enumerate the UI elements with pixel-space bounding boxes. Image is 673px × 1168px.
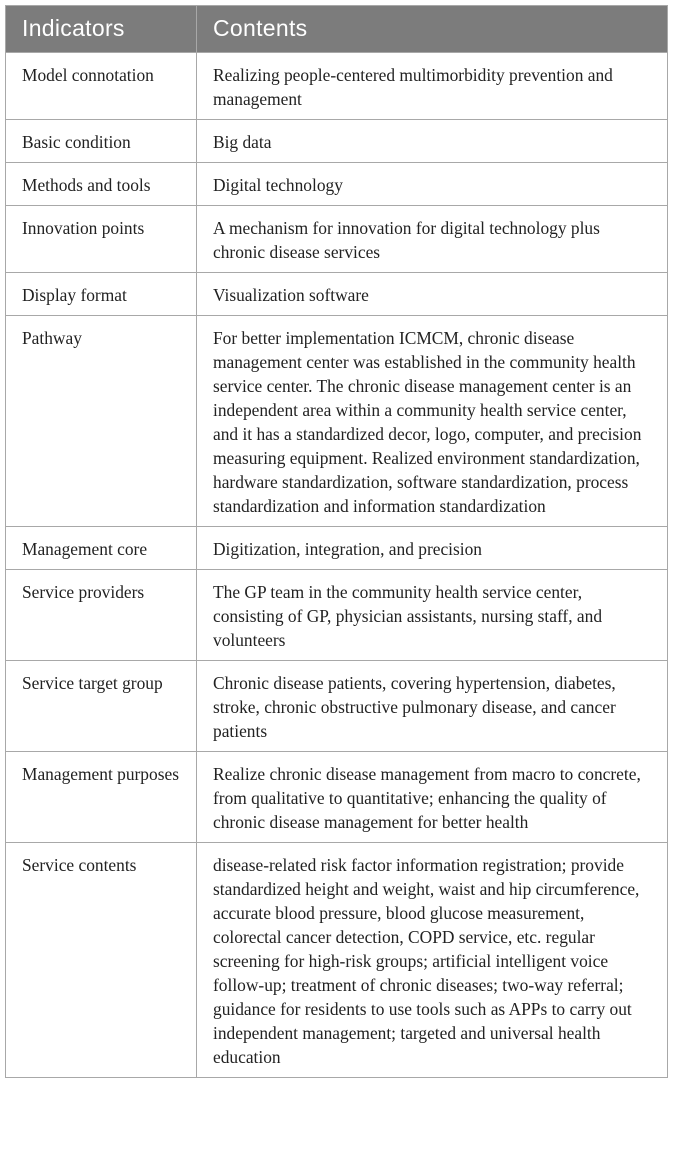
table-row <box>6 120 668 163</box>
row-indicator: Management core <box>6 527 197 570</box>
indicators-table <box>5 5 668 1078</box>
header-indicators: Indicators <box>6 6 197 53</box>
table-row <box>6 53 668 120</box>
row-content: Chronic disease patients, covering hypertension, diabetes, stroke, chronic obstructive pulmonary disease, and cancer patients <box>197 661 668 752</box>
table-row <box>6 273 668 316</box>
row-content: For better implementation ICMCM, chronic disease management center was established in the community health service center. The chronic disease management center is an independent area within a community health service center, and it has a standardized decor, logo, computer, and precision measuring equipment. Realized environment standardization, hardware standardization, software standardization, process standardization and information standardization <box>197 316 668 527</box>
row-indicator: Management purposes <box>6 752 197 843</box>
row-indicator: Pathway <box>6 316 197 527</box>
table-row <box>6 163 668 206</box>
table-row <box>6 206 668 273</box>
row-content: A mechanism for innovation for digital technology plus chronic disease services <box>197 206 668 273</box>
table-row <box>6 661 668 752</box>
row-indicator: Model connotation <box>6 53 197 120</box>
row-indicator: Display format <box>6 273 197 316</box>
table-row <box>6 570 668 661</box>
row-content: Digitization, integration, and precision <box>197 527 668 570</box>
row-content: Realize chronic disease management from macro to concrete, from qualitative to quantitative; enhancing the quality of chronic disease management for better health <box>197 752 668 843</box>
row-indicator: Basic condition <box>6 120 197 163</box>
row-content: Realizing people-centered multimorbidity prevention and management <box>197 53 668 120</box>
row-content: disease-related risk factor information registration; provide standardized height and weight, waist and hip circumference, accurate blood pressure, blood glucose measurement, colorectal cancer detection, COPD service, etc. regular screening for high-risk groups; artificial intelligent voice follow-up; treatment of chronic diseases; two-way referral; guidance for residents to use tools such as APPs to carry out independent management; targeted and universal health education <box>197 843 668 1078</box>
row-content: Big data <box>197 120 668 163</box>
header-contents: Contents <box>197 6 668 53</box>
row-indicator: Service contents <box>6 843 197 1078</box>
table-header-row <box>6 6 668 53</box>
row-content: Digital technology <box>197 163 668 206</box>
row-indicator: Methods and tools <box>6 163 197 206</box>
table-row <box>6 527 668 570</box>
row-content: Visualization software <box>197 273 668 316</box>
row-indicator: Service target group <box>6 661 197 752</box>
row-content: The GP team in the community health service center, consisting of GP, physician assistants, nursing staff, and volunteers <box>197 570 668 661</box>
table-row <box>6 843 668 1078</box>
row-indicator: Service providers <box>6 570 197 661</box>
table-row <box>6 752 668 843</box>
table-row <box>6 316 668 527</box>
row-indicator: Innovation points <box>6 206 197 273</box>
